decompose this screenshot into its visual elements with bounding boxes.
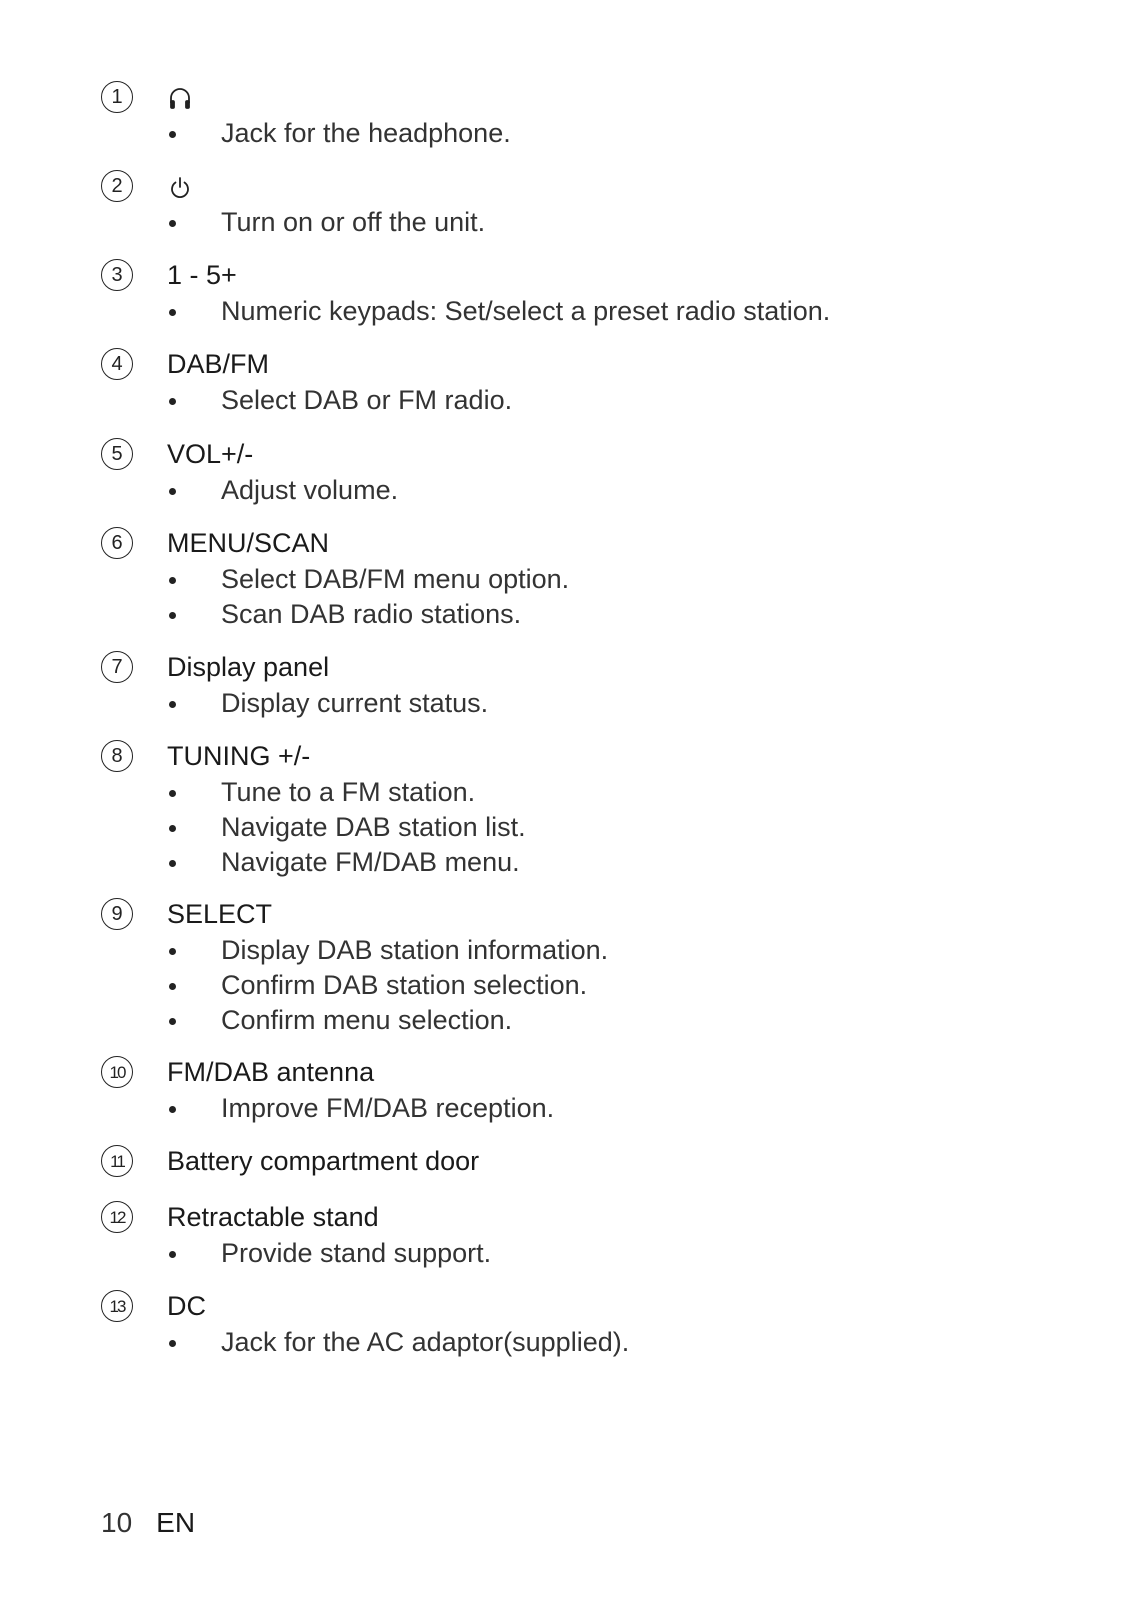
bullet-dot: [169, 948, 176, 955]
bullet-item: [0, 810, 1132, 845]
item-title: FM/DAB antenna: [167, 1057, 375, 1087]
bullet-dot: [169, 1251, 176, 1258]
bullet-text: Jack for the headphone.: [221, 118, 511, 148]
bullet-list: [0, 205, 1132, 240]
item-title: TUNING +/-: [167, 741, 311, 771]
bullet-text: Select DAB/FM menu option.: [221, 564, 570, 594]
bullet-list: [0, 1091, 1132, 1126]
bullet-list: [0, 686, 1132, 721]
bullet-text: Display current status.: [221, 688, 489, 718]
page-footer: [101, 1505, 195, 1541]
item-number-badge: 11: [101, 1145, 133, 1177]
item-title: DAB/FM: [167, 349, 270, 379]
bullet-list: [0, 383, 1132, 418]
bullet-list: [0, 1236, 1132, 1271]
bullet-list: [0, 473, 1132, 508]
bullet-dot: [169, 1106, 176, 1113]
bullet-dot: [169, 488, 176, 495]
bullet-item: [0, 933, 1132, 968]
bullet-text: Provide stand support.: [221, 1238, 492, 1268]
headphone-icon: [167, 79, 193, 115]
item-number-badge: 12: [101, 1201, 133, 1233]
item-number-badge: 9: [101, 898, 133, 930]
bullet-text: Navigate FM/DAB menu.: [221, 847, 520, 877]
item-number-badge: 2: [101, 170, 133, 202]
bullet-dot: [169, 612, 176, 619]
bullet-text: Numeric keypads: Set/select a preset radio station.: [221, 296, 831, 326]
language-code: EN: [156, 1507, 196, 1538]
bullet-dot: [169, 577, 176, 584]
item-number-badge: 1: [101, 81, 133, 113]
bullet-dot: [169, 1018, 176, 1025]
item-title: 1 - 5+: [167, 260, 237, 290]
bullet-item: [0, 562, 1132, 597]
bullet-dot: [169, 309, 176, 316]
item-title: DC: [167, 1291, 206, 1321]
item-number-badge: 4: [101, 348, 133, 380]
bullet-dot: [169, 131, 176, 138]
bullet-item: [0, 1003, 1132, 1038]
bullet-text: Select DAB or FM radio.: [221, 385, 513, 415]
bullet-text: Confirm menu selection.: [221, 1005, 513, 1035]
bullet-list: [0, 775, 1132, 880]
bullet-item: [0, 845, 1132, 880]
bullet-dot: [169, 983, 176, 990]
item-number-badge: 6: [101, 527, 133, 559]
bullet-text: Display DAB station information.: [221, 935, 609, 965]
bullet-item: [0, 968, 1132, 1003]
bullet-item: [0, 775, 1132, 810]
bullet-list: [0, 1325, 1132, 1360]
bullet-dot: [169, 220, 176, 227]
item-title: VOL+/-: [167, 439, 254, 469]
bullet-item: [0, 383, 1132, 418]
item-title: MENU/SCAN: [167, 528, 330, 558]
item-title: Display panel: [167, 652, 330, 682]
item-number-badge: 7: [101, 651, 133, 683]
bullet-dot: [169, 825, 176, 832]
bullet-dot: [169, 398, 176, 405]
item-title: Retractable stand: [167, 1202, 379, 1232]
bullet-item: [0, 205, 1132, 240]
power-icon: [167, 168, 193, 204]
bullet-item: [0, 1325, 1132, 1360]
item-number-badge: 8: [101, 740, 133, 772]
item-number-badge: 13: [101, 1290, 133, 1322]
bullet-item: [0, 1236, 1132, 1271]
bullet-text: Jack for the AC adaptor(supplied).: [221, 1327, 630, 1357]
bullet-item: [0, 116, 1132, 151]
bullet-text: Improve FM/DAB reception.: [221, 1093, 555, 1123]
bullet-text: Confirm DAB station selection.: [221, 970, 588, 1000]
bullet-dot: [169, 701, 176, 708]
bullet-list: [0, 562, 1132, 632]
bullet-text: Adjust volume.: [221, 475, 399, 505]
bullet-item: [0, 597, 1132, 632]
bullet-list: [0, 294, 1132, 329]
bullet-dot: [169, 1340, 176, 1347]
item-title: Battery compartment door: [167, 1146, 480, 1176]
item-number-badge: 5: [101, 438, 133, 470]
item-number-badge: 10: [101, 1056, 133, 1088]
bullet-list: [0, 933, 1132, 1038]
bullet-item: [0, 473, 1132, 508]
bullet-dot: [169, 860, 176, 867]
bullet-text: Scan DAB radio stations.: [221, 599, 522, 629]
bullet-list: [0, 116, 1132, 151]
page-number: 10: [101, 1507, 133, 1538]
bullet-item: [0, 294, 1132, 329]
item-title: SELECT: [167, 899, 273, 929]
bullet-text: Tune to a FM station.: [221, 777, 476, 807]
bullet-text: Turn on or off the unit.: [221, 207, 486, 237]
bullet-item: [0, 686, 1132, 721]
bullet-item: [0, 1091, 1132, 1126]
item-number-badge: 3: [101, 259, 133, 291]
bullet-text: Navigate DAB station list.: [221, 812, 526, 842]
bullet-dot: [169, 790, 176, 797]
